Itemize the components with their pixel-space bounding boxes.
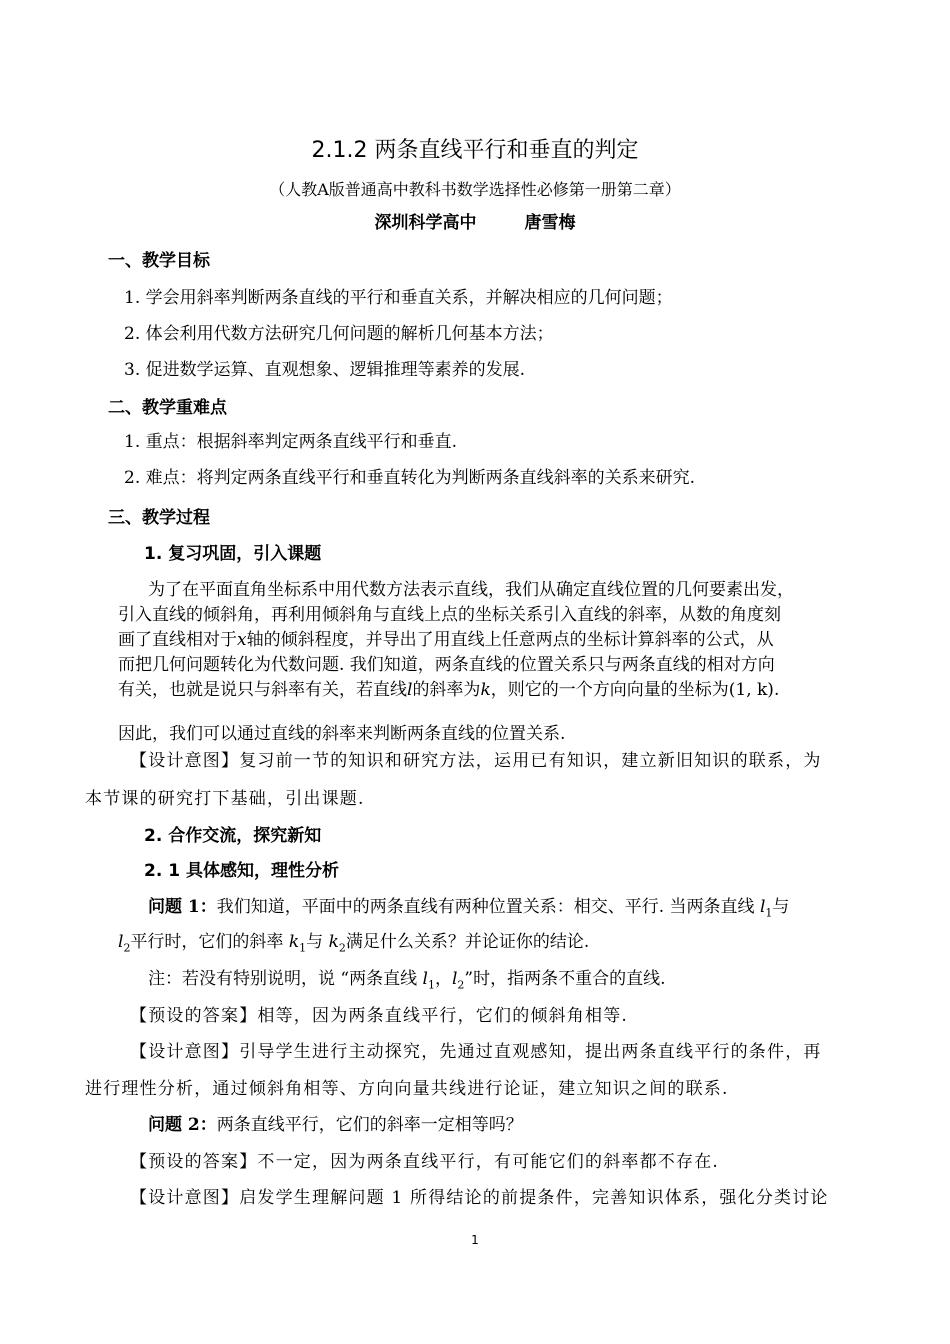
author-school: 深圳科学高中 (374, 213, 477, 233)
paragraph-line: 因此，我们可以通过直线的斜率来判断两条直线的位置关系. (118, 724, 566, 744)
design-intent-cont: 进行理性分析，通过倾斜角相等、方向向量共线进行论证，建立知识之间的联系. (85, 1079, 729, 1099)
design-intent: 【设计意图】启发学生理解问题 1 所得结论的前提条件，完善知识体系，强化分类讨论 (130, 1188, 829, 1208)
design-intent: 【设计意图】引导学生进行主动探究，先通过直观感知，提出两条直线平行的条件，再 (130, 1042, 822, 1062)
page-number: 1 (471, 1233, 479, 1247)
goal-item: 3. 促进数学运算、直观想象、逻辑推理等素养的发展. (124, 360, 526, 380)
keypoint-item: 2. 难点：将判定两条直线平行和垂直转化为判断两条直线斜率的关系来研究. (124, 468, 696, 488)
paragraph-line: 引入直线的倾斜角，再利用倾斜角与直线上点的坐标关系引入直线的斜率，从数的角度刻 (118, 605, 781, 625)
preset-answer-2: 【预设的答案】不一定，因为两条直线平行，有可能它们的斜率都不存在. (130, 1152, 720, 1172)
page-title: 2.1.2 两条直线平行和垂直的判定 (311, 138, 639, 163)
section-heading-keypoints: 二、教学重难点 (108, 398, 227, 418)
paragraph-line: 为了在平面直角坐标系中用代数方法表示直线，我们从确定直线位置的几何要素出发， (148, 580, 794, 600)
section-heading-goals: 一、教学目标 (108, 251, 210, 271)
subheading-perceive: 2. 1 具体感知，理性分析 (144, 861, 339, 881)
preset-answer-1: 【预设的答案】相等，因为两条直线平行，它们的倾斜角相等. (130, 1006, 629, 1026)
author-name: 唐雪梅 (524, 213, 576, 233)
author-line (0, 211, 950, 235)
subheading-explore: 2. 合作交流，探究新知 (144, 826, 322, 846)
design-intent-cont: 本节课的研究打下基础，引出课题. (85, 789, 365, 809)
note: 注：若没有特别说明，说 “两条直线 $l_1$，$l_2$”时，指两条不重合的直线. (148, 969, 666, 992)
paragraph-line: 画了直线相对于x轴的倾斜程度，并导出了用直线上任意两点的坐标计算斜率的公式，从 (118, 630, 774, 650)
section-heading-process: 三、教学过程 (108, 508, 210, 528)
paragraph-line: 而把几何问题转化为代数问题. 我们知道，两条直线的位置关系只与两条直线的相对方向 (118, 655, 775, 675)
paragraph-line: 有关，也就是说只与斜率有关，若直线l的斜率为k，则它的一个方向向量的坐标为(1, k). (118, 680, 780, 700)
goal-item: 1. 学会用斜率判断两条直线的平行和垂直关系，并解决相应的几何问题； (124, 288, 673, 308)
subheading-review: 1. 复习巩固，引入课题 (144, 544, 322, 564)
question-2: 问题 2：两条直线平行，它们的斜率一定相等吗？ (148, 1115, 523, 1135)
goal-item: 2. 体会利用代数方法研究几何问题的解析几何基本方法； (124, 324, 554, 344)
design-intent: 【设计意图】复习前一节的知识和研究方法，运用已有知识，建立新旧知识的联系，为 (130, 751, 822, 771)
question-1-cont: $l_2$平行时，它们的斜率 $k_1$与 $k_2$满足什么关系？并论证你的结论. (118, 932, 590, 955)
question-1: 问题 1：我们知道，平面中的两条直线有两种位置关系：相交、平行. 当两条直线 $l_1$与 (148, 897, 790, 920)
keypoint-item: 1. 重点：根据斜率判定两条直线平行和垂直. (124, 432, 458, 452)
page-subtitle: （人教A版普通高中教科书数学选择性必修第一册第二章） (269, 180, 681, 199)
